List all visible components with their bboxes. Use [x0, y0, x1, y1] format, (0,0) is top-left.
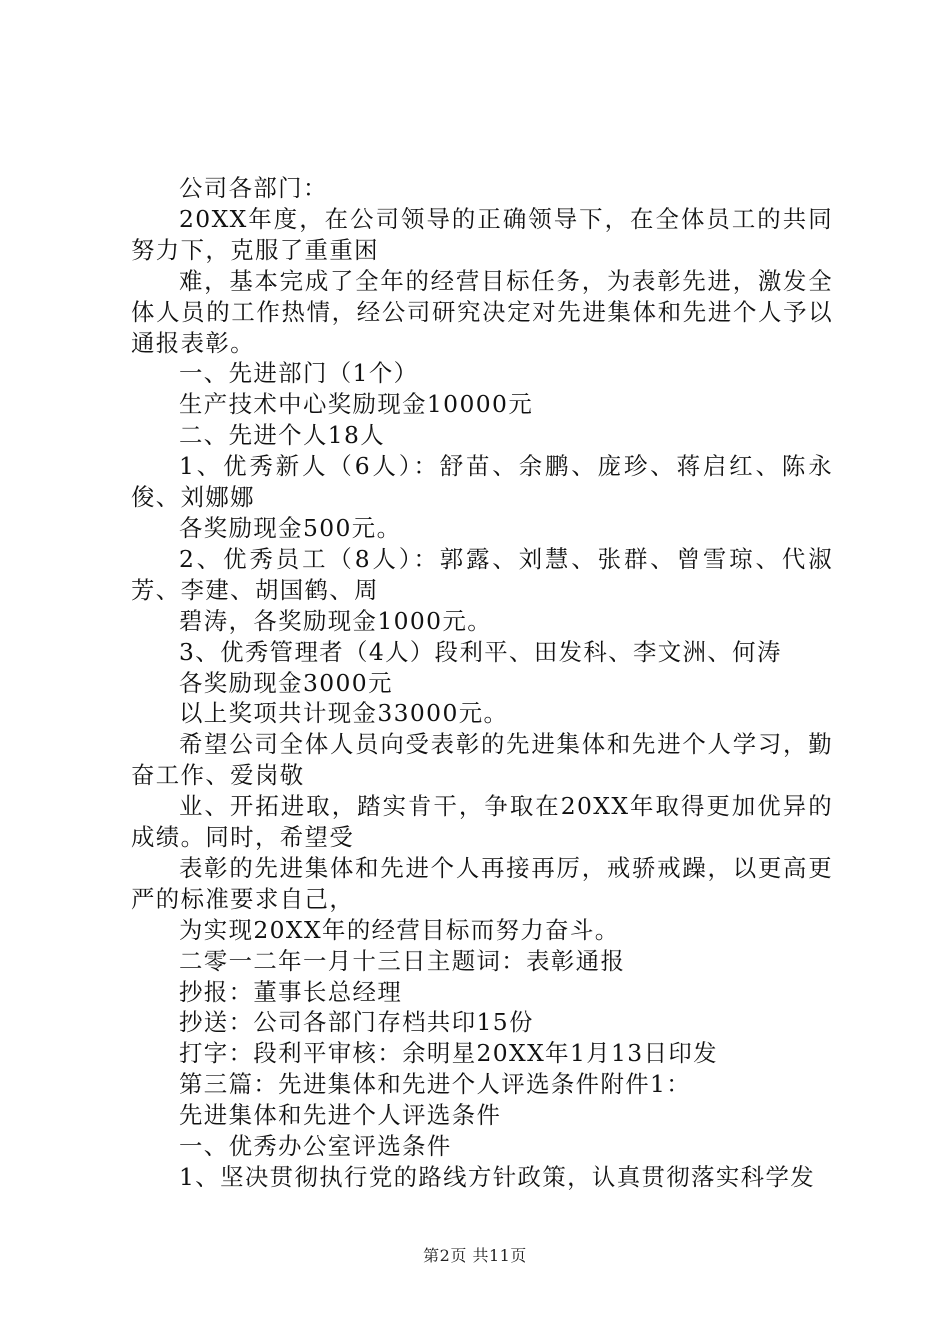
paragraph-typist: 打字：段利平审核：余明星20XX年1月13日印发	[179, 1039, 718, 1068]
paragraph-hope-cont-2: 表彰的先进集体和先进个人再接再厉，戒骄戒躁，以更高更严的标准要求自己，	[131, 853, 833, 913]
paragraph-intro-cont: 难，基本完成了全年的经营目标任务，为表彰先进，激发全体人员的工作热情，经公司研究决定对先进集体和先进个人予以通报表彰。	[131, 266, 833, 357]
paragraph-new-staff-award: 各奖励现金500元。	[179, 513, 402, 542]
paragraph-criteria-1: 1、坚决贯彻执行党的路线方针政策，认真贯彻落实科学发	[179, 1163, 816, 1191]
paragraph-salutation: 公司各部门：	[179, 174, 328, 202]
page-number-footer: 第2页 共11页	[423, 1246, 527, 1265]
section-advanced-individuals: 二、先进个人18人	[179, 421, 386, 450]
section-advanced-department: 一、先进部门（1个）	[179, 359, 419, 388]
paragraph-chapter-three: 第三篇：先进集体和先进个人评选条件附件1：	[179, 1070, 692, 1099]
document-body	[131, 173, 833, 1193]
paragraph-date-subject: 二零一二年一月十三日主题词：表彰通报	[179, 946, 626, 975]
paragraph-intro: 20XX年度，在公司领导的正确领导下，在全体员工的共同努力下，克服了重重困	[131, 204, 833, 264]
section-excellent-office: 一、优秀办公室评选条件	[179, 1132, 452, 1161]
paragraph-copy-to: 抄送：公司各部门存档共印15份	[179, 1008, 534, 1037]
paragraph-managers-award: 各奖励现金3000元	[179, 668, 393, 697]
paragraph-hope: 希望公司全体人员向受表彰的先进集体和先进个人学习，勤奋工作、爱岗敬	[131, 730, 833, 790]
paragraph-hope-cont-3: 为实现20XX年的经营目标而努力奋斗。	[179, 915, 620, 944]
paragraph-excellent-staff: 2、优秀员工（8人）：郭露、刘慧、张群、曾雪琼、代淑芳、李建、胡国鹤、周	[131, 544, 833, 604]
paragraph-new-staff: 1、优秀新人（6人）：舒苗、余鹏、庞珍、蒋启红、陈永俊、刘娜娜	[131, 452, 833, 512]
paragraph-total-award: 以上奖项共计现金33000元。	[179, 699, 509, 728]
paragraph-criteria-title: 先进集体和先进个人评选条件	[179, 1101, 502, 1130]
paragraph-hope-cont-1: 业、开拓进取，踏实肯干，争取在20XX年取得更加优异的成绩。同时，希望受	[131, 792, 833, 852]
paragraph-excellent-staff-award: 碧涛，各奖励现金1000元。	[179, 606, 493, 635]
paragraph-managers: 3、优秀管理者（4人）段利平、田发科、李文洲、何涛	[179, 637, 782, 666]
paragraph-department-award: 生产技术中心奖励现金10000元	[179, 390, 534, 419]
paragraph-report-to: 抄报：董事长总经理	[179, 977, 403, 1006]
